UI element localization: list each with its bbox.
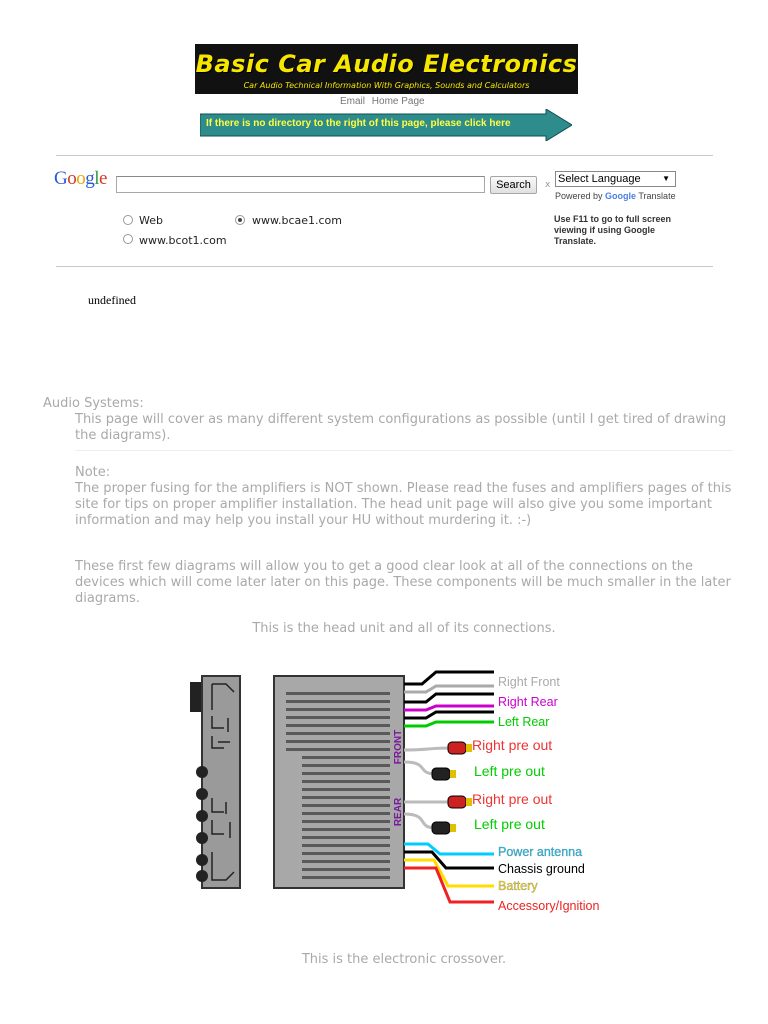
vent-slot [302, 756, 390, 759]
vent-slot [302, 812, 390, 815]
note-text: The proper fusing for the amplifiers is NOT shown. Please read the fuses and amplifiers pages of this site for tips on proper amplifier installation. The head unit page will also give you some important information and may help you install your HU without murdering it. :-) [75, 481, 732, 528]
powered-by-label: Powered by [555, 191, 603, 201]
radio-bcae1-label[interactable]: www.bcae1.com [252, 214, 343, 227]
note-heading: Note: [75, 465, 111, 480]
radio-web-label[interactable]: Web [139, 214, 163, 227]
connection-label: Left Rear [498, 715, 550, 729]
home-page-link[interactable]: Home Page [371, 96, 425, 107]
vent-slot [286, 716, 390, 719]
vent-slot [302, 820, 390, 823]
connection-label: Right pre out [472, 791, 553, 807]
vent-slot [302, 764, 390, 767]
radio-bcae1[interactable] [235, 215, 245, 225]
connection-label: Chassis ground [498, 862, 585, 876]
vent-slot [302, 860, 390, 863]
vent-slot [302, 852, 390, 855]
connection-label: Power antenna [498, 845, 583, 859]
undefined-text: undefined [88, 293, 136, 307]
note-divider [75, 450, 733, 451]
connection-label: Accessory/Ignition [498, 899, 600, 913]
banner-title: Basic Car Audio Electronics [195, 50, 578, 78]
rca-cables [404, 742, 472, 834]
chevron-down-icon: ▼ [662, 174, 670, 183]
front-label: FRONT [393, 729, 404, 765]
head-unit-caption: This is the head unit and all of its connections. [252, 621, 556, 636]
connection-label: Right Front [498, 675, 560, 689]
language-select[interactable] [555, 171, 676, 187]
head-unit-diagram [190, 662, 630, 922]
vent-slot [302, 796, 390, 799]
diagrams-intro-text: These first few diagrams will allow you to get a good clear look at all of the connections on the devices which will come later later on this page. These components will be much smaller in the later diagrams. [75, 559, 731, 606]
audio-systems-text: This page will cover as many different system configurations as possible (until I get tired of drawing the diagrams). [75, 412, 727, 443]
vent-slot [286, 700, 390, 703]
top-links [340, 96, 429, 107]
vent-slot [286, 740, 390, 743]
connection-label: Left pre out [474, 816, 545, 832]
powered-by-google-translate[interactable] [555, 191, 676, 201]
translate-label: Translate [638, 191, 676, 201]
vent-slot [302, 828, 390, 831]
vent-slot [286, 708, 390, 711]
directory-arrow-text: If there is no directory to the right of this page, please click here [206, 118, 511, 129]
vent-slot [302, 836, 390, 839]
connection-label: Left pre out [474, 763, 545, 779]
search-button[interactable]: Search [490, 176, 537, 194]
connection-label: Battery [498, 879, 538, 893]
google-logo: Google [54, 168, 107, 189]
vent-slot [302, 844, 390, 847]
vent-slot [286, 724, 390, 727]
top-divider [56, 155, 713, 156]
search-divider [56, 266, 713, 267]
crossover-caption: This is the electronic crossover. [301, 952, 507, 967]
rear-label: REAR [393, 797, 404, 827]
vent-slot [302, 772, 390, 775]
search-input[interactable] [116, 176, 485, 193]
vent-slot [302, 788, 390, 791]
site-banner[interactable] [195, 44, 578, 94]
banner-subtitle: Car Audio Technical Information With Graphics, Sounds and Calculators [243, 81, 530, 90]
google-wordmark: Google [605, 191, 637, 201]
connection-label: Right Rear [498, 695, 558, 709]
vent-slot [302, 804, 390, 807]
f11-fullscreen-note: Use F11 to go to full screen viewing if using Google Translate. [554, 214, 672, 246]
vent-slot [286, 732, 390, 735]
vent-slot [302, 780, 390, 783]
vent-slot [302, 876, 390, 879]
clear-search-icon[interactable]: x [545, 180, 551, 190]
directory-arrow-button[interactable] [200, 109, 572, 141]
email-link[interactable]: Email [340, 96, 366, 107]
speaker-wires [404, 672, 494, 726]
vent-slot [286, 692, 390, 695]
radio-bcot1[interactable] [123, 234, 133, 244]
connection-label: Right pre out [472, 737, 553, 753]
vent-slot [302, 868, 390, 871]
power-wires [404, 844, 494, 902]
head-unit-faceplate [190, 676, 240, 888]
radio-web[interactable] [123, 215, 133, 225]
vent-slot [286, 748, 390, 751]
radio-bcot1-label[interactable]: www.bcot1.com [139, 234, 227, 247]
audio-systems-heading: Audio Systems: [43, 396, 144, 411]
language-select-value: Select Language [558, 173, 641, 185]
